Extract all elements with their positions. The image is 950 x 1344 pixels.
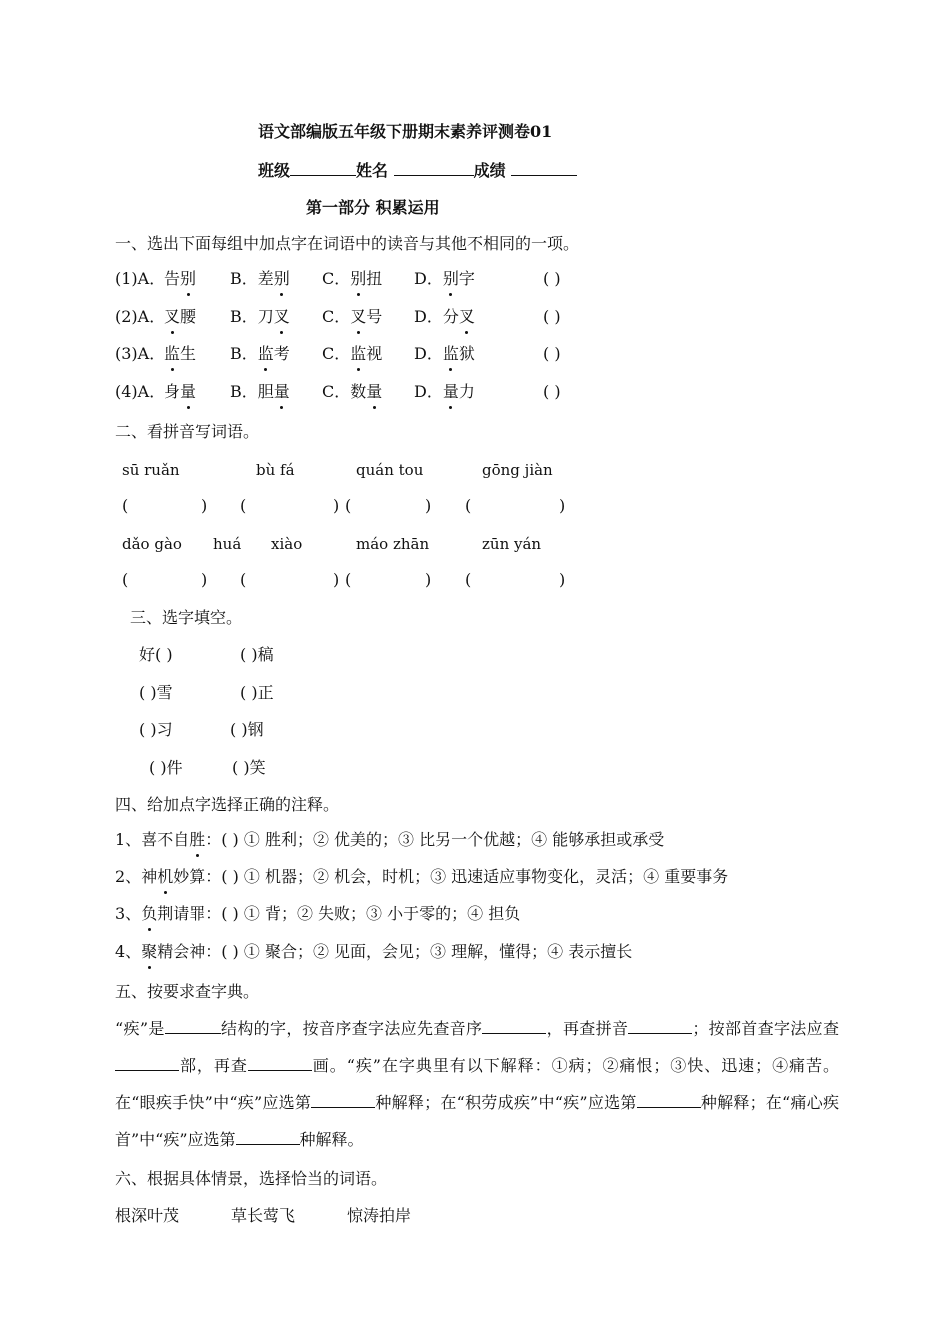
pinyin-answer-8-open[interactable]: ( bbox=[465, 570, 472, 589]
q1-answer-4[interactable]: ( ) bbox=[543, 382, 561, 401]
q6-heading: 六、根据具体情景，选择恰当的词语。 bbox=[115, 1169, 388, 1188]
q3-item-2b[interactable]: ( )正 bbox=[240, 683, 274, 702]
class-blank[interactable] bbox=[290, 159, 356, 176]
pinyin-answer-4-close: ) bbox=[559, 496, 566, 515]
q3-item-3a[interactable]: ( )习 bbox=[139, 720, 173, 739]
pinyin-5: dǎo gào bbox=[122, 535, 182, 553]
meaning-blank-1[interactable] bbox=[311, 1091, 375, 1108]
q6-word-3: 惊涛拍岸 bbox=[347, 1206, 412, 1225]
q5-paragraph: “疾”是 结构的字，按音序查字法应先查音序 ，再查拼音 ；按部首查字法应查部，再查 画。“疾”在字典里有以下解释：①病；②痛恨；③快、迅速；④痛苦。在“眼疾手快”中“疾”应选第 种解释；在“积劳成疾”中“疾”应选第 种解释；在“痛心疾首”中“疾”应选第 种解释。 bbox=[115, 1019, 839, 1149]
q1-answer-3[interactable]: ( ) bbox=[543, 344, 561, 363]
q1-heading: 一、选出下面每组中加点字在词语中的读音与其他不相同的一项。 bbox=[115, 234, 580, 253]
q4-heading: 四、给加点字选择正确的注释。 bbox=[115, 795, 340, 814]
q1-answer-2[interactable]: ( ) bbox=[543, 307, 561, 326]
pinyin-answer-1-open[interactable]: ( bbox=[122, 496, 129, 515]
pinyin-4: gōng jiàn bbox=[482, 461, 553, 479]
q3-heading: 三、选字填空。 bbox=[130, 608, 243, 627]
meaning-blank-3[interactable] bbox=[236, 1128, 300, 1145]
pinyin-answer-7-open[interactable]: ( bbox=[345, 570, 352, 589]
pinyin-7: máo zhān bbox=[356, 535, 430, 553]
score-blank[interactable] bbox=[511, 159, 577, 176]
pinyin-6b: xiào bbox=[271, 535, 303, 553]
q3-item-3b[interactable]: ( )钢 bbox=[230, 720, 264, 739]
pinyin-answer-7-close: ) bbox=[425, 570, 432, 589]
q4-item-1: 1、喜不自胜：( ) ① 胜利；② 优美的；③ 比另一个优越；④ 能够承担或承受 bbox=[115, 830, 665, 849]
pinyin-answer-5-open[interactable]: ( bbox=[122, 570, 129, 589]
exam-title: 语文部编版五年级下册期末素养评测卷01 bbox=[258, 122, 553, 141]
q3-item-4b[interactable]: ( )笑 bbox=[232, 758, 266, 777]
q4-item-4: 4、聚精会神：( ) ① 聚合；② 见面，会见；③ 理解，懂得；④ 表示擅长 bbox=[115, 942, 633, 961]
pinyin-answer-6-close: ) bbox=[333, 570, 340, 589]
pinyin-answer-6-open[interactable]: ( bbox=[240, 570, 247, 589]
pinyin-answer-8-close: ) bbox=[559, 570, 566, 589]
q1-row-2: (2)A． 叉腰 B．刀叉 C．叉号 D．分叉 bbox=[115, 307, 475, 326]
q3-item-1a[interactable]: 好( ) bbox=[139, 645, 173, 664]
name-label: 姓名 bbox=[356, 161, 389, 180]
q4-item-2: 2、神机妙算：( ) ① 机器；② 机会，时机；③ 迅速适应事物变化，灵活；④ 重要事务 bbox=[115, 867, 729, 886]
q3-item-1b[interactable]: ( )稿 bbox=[240, 645, 274, 664]
pinyin-8: zūn yán bbox=[482, 535, 542, 553]
q6-word-1: 根深叶茂 bbox=[115, 1206, 180, 1225]
strokes-blank[interactable] bbox=[248, 1054, 312, 1071]
pinyin-answer-2-close: ) bbox=[333, 496, 340, 515]
pinyin-2: bù fá bbox=[256, 461, 295, 479]
pinyin-answer-1-close: ) bbox=[201, 496, 208, 515]
part1-title: 第一部分 积累运用 bbox=[306, 198, 440, 217]
pinyin-answer-2-open[interactable]: ( bbox=[240, 496, 247, 515]
pinyin-answer-3-open[interactable]: ( bbox=[345, 496, 352, 515]
structure-blank[interactable] bbox=[165, 1017, 221, 1034]
student-info-line bbox=[258, 159, 577, 182]
q6-word-2: 草长莺飞 bbox=[231, 1206, 296, 1225]
class-label: 班级 bbox=[258, 161, 291, 180]
radical-blank[interactable] bbox=[115, 1054, 179, 1071]
q1-row-4: (4)A． 身量 B．胆量 C．数量 D．量力 bbox=[115, 382, 475, 401]
initial-blank[interactable] bbox=[482, 1017, 546, 1034]
pinyin-answer-4-open[interactable]: ( bbox=[465, 496, 472, 515]
pinyin-1: sū ruǎn bbox=[122, 461, 180, 479]
pinyin-answer-3-close: ) bbox=[425, 496, 432, 515]
name-blank[interactable] bbox=[394, 159, 474, 176]
score-label: 成绩 bbox=[473, 161, 506, 180]
q5-heading: 五、按要求查字典。 bbox=[115, 982, 260, 1001]
q1-answer-1[interactable]: ( ) bbox=[543, 269, 561, 288]
pinyin-6a: huá bbox=[213, 535, 242, 553]
q2-heading: 二、看拼音写词语。 bbox=[115, 422, 260, 441]
q1-row-1: (1)A． 告别 B．差别 C．别扭 D．别字 bbox=[115, 269, 475, 288]
meaning-blank-2[interactable] bbox=[637, 1091, 701, 1108]
q4-item-3: 3、负荆请罪：( ) ① 背；② 失败；③ 小于零的；④ 担负 bbox=[115, 904, 521, 923]
q3-item-4a[interactable]: ( )件 bbox=[149, 758, 183, 777]
pinyin-blank[interactable] bbox=[628, 1017, 692, 1034]
q3-item-2a[interactable]: ( )雪 bbox=[139, 683, 173, 702]
q1-row-3: (3)A． 监生 B．监考 C．监视 D．监狱 bbox=[115, 344, 475, 363]
pinyin-answer-5-close: ) bbox=[201, 570, 208, 589]
pinyin-3: quán tou bbox=[356, 461, 424, 479]
